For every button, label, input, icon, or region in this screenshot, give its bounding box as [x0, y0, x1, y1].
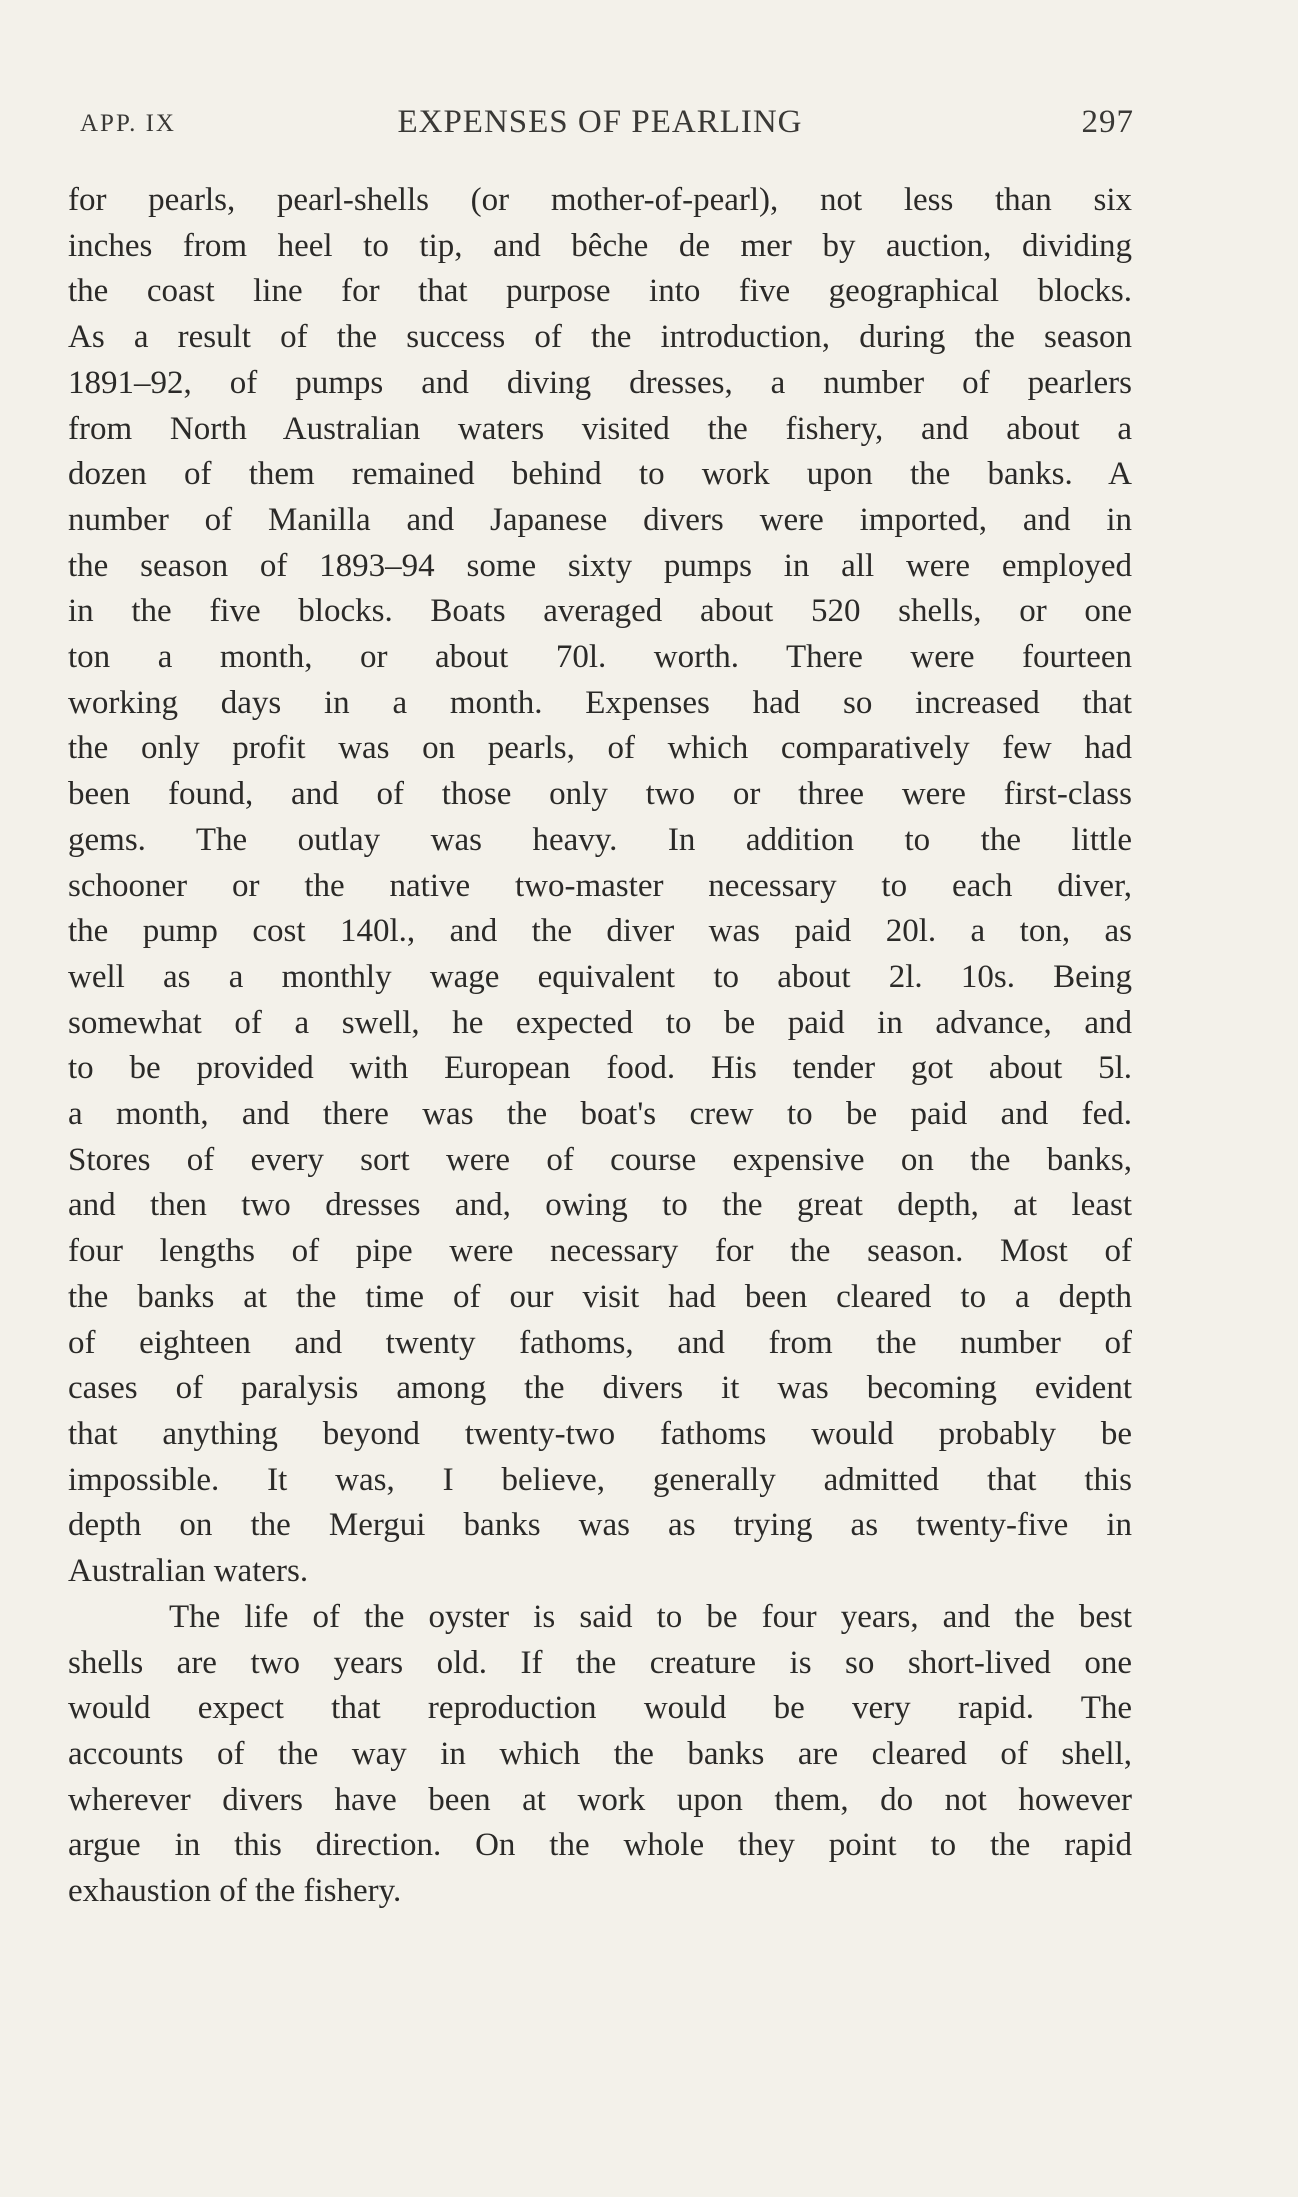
- text-line: As a result of the success of the introduction, during the season: [68, 319, 1132, 356]
- text-line: from North Australian waters visited the fishery, and about a: [68, 410, 1132, 447]
- text-line: the only profit was on pearls, of which comparatively few had: [68, 730, 1132, 767]
- text-line: working days in a month. Expenses had so increased that: [68, 684, 1132, 721]
- text-line: the banks at the time of our visit had been cleared to a depth: [68, 1278, 1132, 1315]
- text-line: 1891–92, of pumps and diving dresses, a number of pearlers: [68, 364, 1132, 401]
- text-line: wherever divers have been at work upon them, do not however: [68, 1781, 1132, 1818]
- text-line: number of Manilla and Japanese divers were imported, and in: [68, 501, 1132, 538]
- text-line: depth on the Mergui banks was as trying as twenty-five in: [68, 1507, 1132, 1544]
- text-line: to be provided with European food. His tender got about 5l.: [68, 1050, 1132, 1087]
- text-line: for pearls, pearl-shells (or mother-of-pearl), not less than six: [68, 182, 1132, 218]
- chapter-heading: EXPENSES OF PEARLING: [397, 104, 803, 140]
- text-line: ton a month, or about 70l. worth. There were fourteen: [68, 639, 1132, 676]
- paragraph-2: [68, 1595, 1132, 1915]
- text-line: accounts of the way in which the banks are cleared of shell,: [68, 1735, 1132, 1772]
- page-number: 297: [1081, 104, 1134, 140]
- running-head: [68, 104, 1132, 154]
- text-line: inches from heel to tip, and bêche de mer by auction, dividing: [68, 227, 1132, 264]
- document-page: [68, 104, 1132, 1915]
- text-line: would expect that reproduction would be very rapid. The: [68, 1690, 1132, 1727]
- text-line: the season of 1893–94 some sixty pumps in all were employed: [68, 547, 1132, 584]
- text-line: a month, and there was the boat's crew to be paid and fed.: [68, 1096, 1132, 1133]
- text-line: in the five blocks. Boats averaged about 520 shells, or one: [68, 593, 1132, 630]
- paragraph-1: [68, 178, 1132, 1595]
- text-line: cases of paralysis among the divers it was becoming evident: [68, 1370, 1132, 1407]
- text-line: The life of the oyster is said to be four years, and the best: [169, 1598, 1132, 1635]
- text-line: exhaustion of the fishery.: [68, 1873, 402, 1910]
- text-line: impossible. It was, I believe, generally admitted that this: [68, 1461, 1132, 1498]
- text-line: gems. The outlay was heavy. In addition to the little: [68, 821, 1132, 858]
- text-line: the pump cost 140l., and the diver was paid 20l. a ton, as: [68, 913, 1132, 950]
- text-line: shells are two years old. If the creature is so short-lived one: [68, 1644, 1132, 1681]
- text-line: well as a monthly wage equivalent to about 2l. 10s. Being: [68, 958, 1132, 995]
- text-line: schooner or the native two-master necessary to each diver,: [68, 867, 1132, 904]
- body-text: [68, 178, 1132, 1915]
- text-line: four lengths of pipe were necessary for the season. Most of: [68, 1233, 1132, 1270]
- text-line: argue in this direction. On the whole they point to the rapid: [68, 1827, 1132, 1864]
- text-line: dozen of them remained behind to work upon the banks. A: [68, 456, 1132, 493]
- text-line: been found, and of those only two or three were first-class: [68, 776, 1132, 813]
- text-line: the coast line for that purpose into five geographical blocks.: [68, 273, 1132, 310]
- text-line: that anything beyond twenty-two fathoms would probably be: [68, 1415, 1132, 1452]
- text-line: Australian waters.: [68, 1553, 309, 1590]
- text-line: Stores of every sort were of course expensive on the banks,: [68, 1141, 1132, 1178]
- appendix-label: APP. IX: [80, 110, 176, 137]
- text-line: and then two dresses and, owing to the great depth, at least: [68, 1187, 1132, 1224]
- text-line: somewhat of a swell, he expected to be paid in advance, and: [68, 1004, 1132, 1041]
- text-line: of eighteen and twenty fathoms, and from the number of: [68, 1324, 1132, 1361]
